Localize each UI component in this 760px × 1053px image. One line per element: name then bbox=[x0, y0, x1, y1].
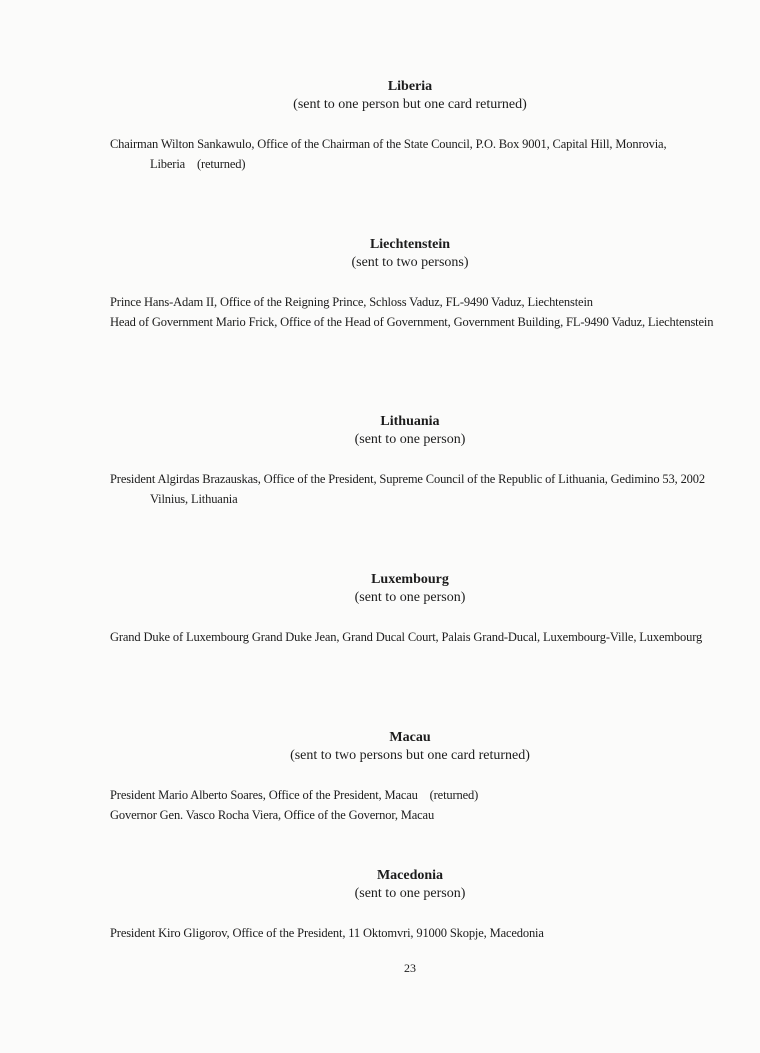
recipient-entry: Chairman Wilton Sankawulo, Office of the Chairman of the State Council, P.O. Box 9001, Capital Hill, Monrovia, Liberia (returned) bbox=[110, 137, 667, 171]
section-liberia bbox=[0, 78, 760, 174]
country-note: (sent to one person) bbox=[354, 590, 466, 605]
country-note: (sent to one person) bbox=[354, 886, 466, 901]
recipient-entry: President Kiro Gligorov, Office of the President, 11 Oktomvri, 91000 Skopje, Macedonia bbox=[110, 926, 544, 940]
country-heading: Luxembourg bbox=[371, 572, 449, 587]
country-note: (sent to two persons but one card returned) bbox=[290, 748, 530, 763]
recipient-entry: President Algirdas Brazauskas, Office of the President, Supreme Council of the Republic of Lithuania, Gedimino 53, 2002 Vilnius, Lithuania bbox=[110, 472, 705, 506]
country-note: (sent to two persons) bbox=[351, 255, 469, 270]
country-note: (sent to one person) bbox=[354, 432, 466, 447]
country-heading: Macau bbox=[389, 730, 431, 745]
country-heading: Liberia bbox=[387, 79, 433, 94]
section-macau bbox=[0, 729, 760, 825]
section-lithuania bbox=[0, 413, 760, 509]
section-luxembourg bbox=[0, 571, 760, 647]
recipient-entry: Prince Hans-Adam II, Office of the Reigning Prince, Schloss Vaduz, FL-9490 Vaduz, Liechtenstein bbox=[110, 295, 593, 309]
section-macedonia bbox=[0, 867, 760, 943]
recipient-entry: Head of Government Mario Frick, Office of the Head of Government, Government Building, FL-9490 Vaduz, Liechtenstein bbox=[110, 315, 714, 329]
country-heading: Macedonia bbox=[376, 868, 444, 883]
recipient-entry: President Mario Alberto Soares, Office of the President, Macau (returned) bbox=[110, 788, 479, 802]
country-heading: Lithuania bbox=[380, 414, 440, 429]
page-number: 23 bbox=[404, 961, 416, 975]
country-note: (sent to one person but one card returned) bbox=[293, 97, 527, 112]
recipient-entry: Governor Gen. Vasco Rocha Viera, Office of the Governor, Macau bbox=[110, 808, 435, 822]
section-liechtenstein bbox=[0, 236, 760, 332]
country-heading: Liechtenstein bbox=[369, 237, 451, 252]
recipient-entry: Grand Duke of Luxembourg Grand Duke Jean, Grand Ducal Court, Palais Grand-Ducal, Luxembourg-Ville, Luxembourg bbox=[110, 630, 703, 644]
